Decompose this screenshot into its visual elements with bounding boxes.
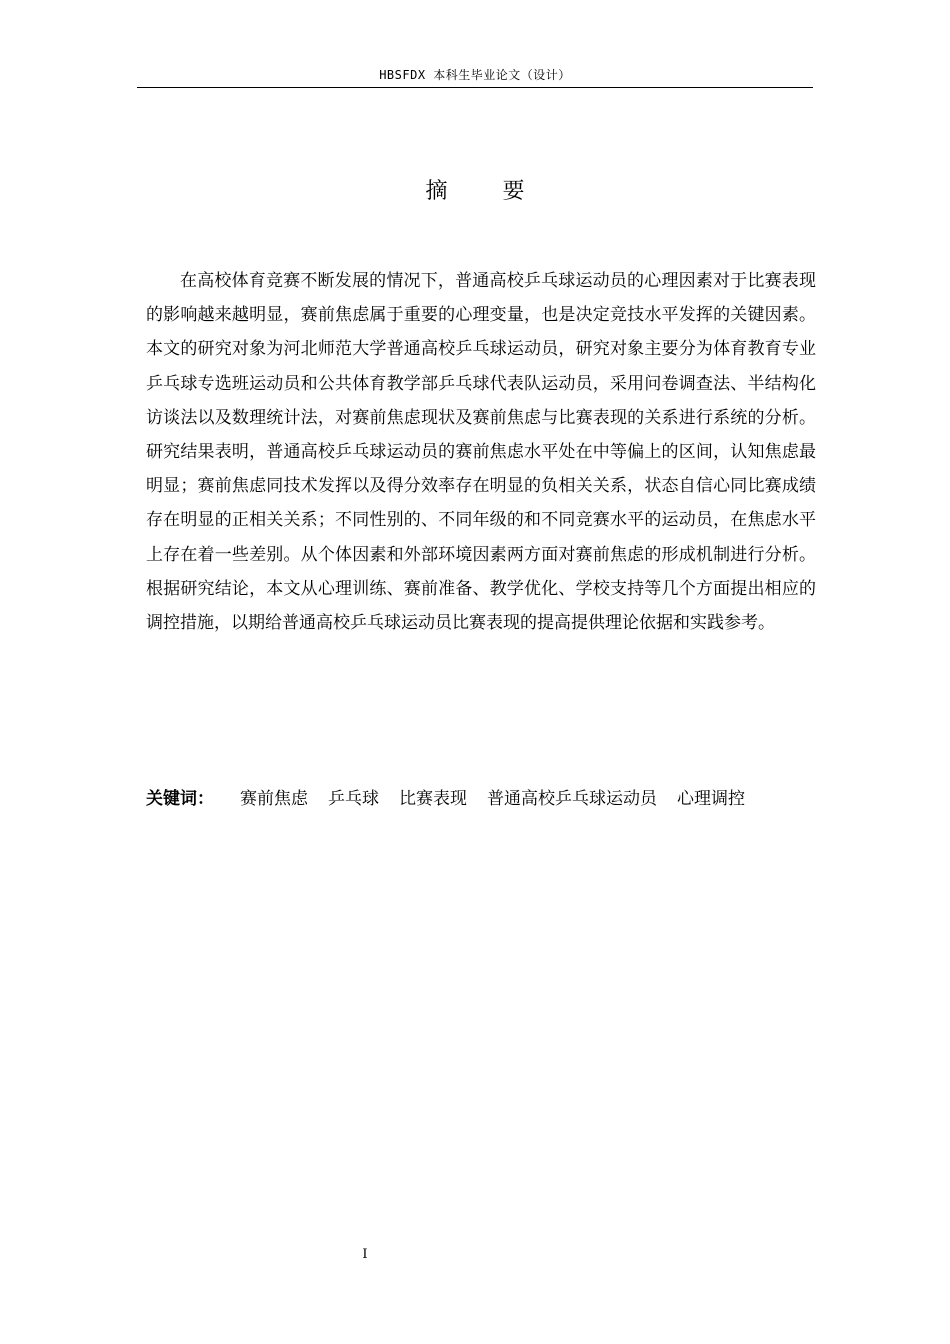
keyword-item: 普通高校乒乓球运动员 <box>487 789 657 809</box>
keyword-item: 心理调控 <box>677 789 745 809</box>
keyword-item: 赛前焦虑 <box>240 789 308 809</box>
keyword-item: 比赛表现 <box>399 789 467 809</box>
abstract-body: 在高校体育竞赛不断发展的情况下，普通高校乒乓球运动员的心理因素对于比赛表现的影响越来越明显，赛前焦虑属于重要的心理变量，也是决定竞技水平发挥的关键因素。本文的研究对象为河北师范大学普通高校乒乓球运动员，研究对象主要分为体育教育专业乒乓球专选班运动员和公共体育教学部乒乓球代表队运动员，采用问卷调查法、半结构化访谈法以及数理统计法，对赛前焦虑现状及赛前焦虑与比赛表现的关系进行系统的分析。研究结果表明，普通高校乒乓球运动员的赛前焦虑水平处在中等偏上的区间，认知焦虑最明显；赛前焦虑同技术发挥以及得分效率存在明显的负相关关系，状态自信心同比赛成绩存在明显的正相关关系；不同性别的、不同年级的和不同竞赛水平的运动员，在焦虑水平上存在着一些差别。从个体因素和外部环境因素两方面对赛前焦虑的形成机制进行分析。根据研究结论，本文从心理训练、赛前准备、教学优化、学校支持等几个方面提出相应的调控措施，以期给普通高校乒乓球运动员比赛表现的提高提供理论依据和实践参考。 <box>146 271 816 634</box>
page-number: I <box>362 1247 368 1262</box>
keywords-line <box>146 784 816 814</box>
keyword-item: 乒乓球 <box>328 789 379 809</box>
page-header: HBSFDX 本科生毕业论文（设计） <box>379 68 571 82</box>
abstract-title: 摘 要 <box>425 179 549 204</box>
keywords-label: 关键词： <box>146 789 214 809</box>
header-rule <box>137 87 813 88</box>
